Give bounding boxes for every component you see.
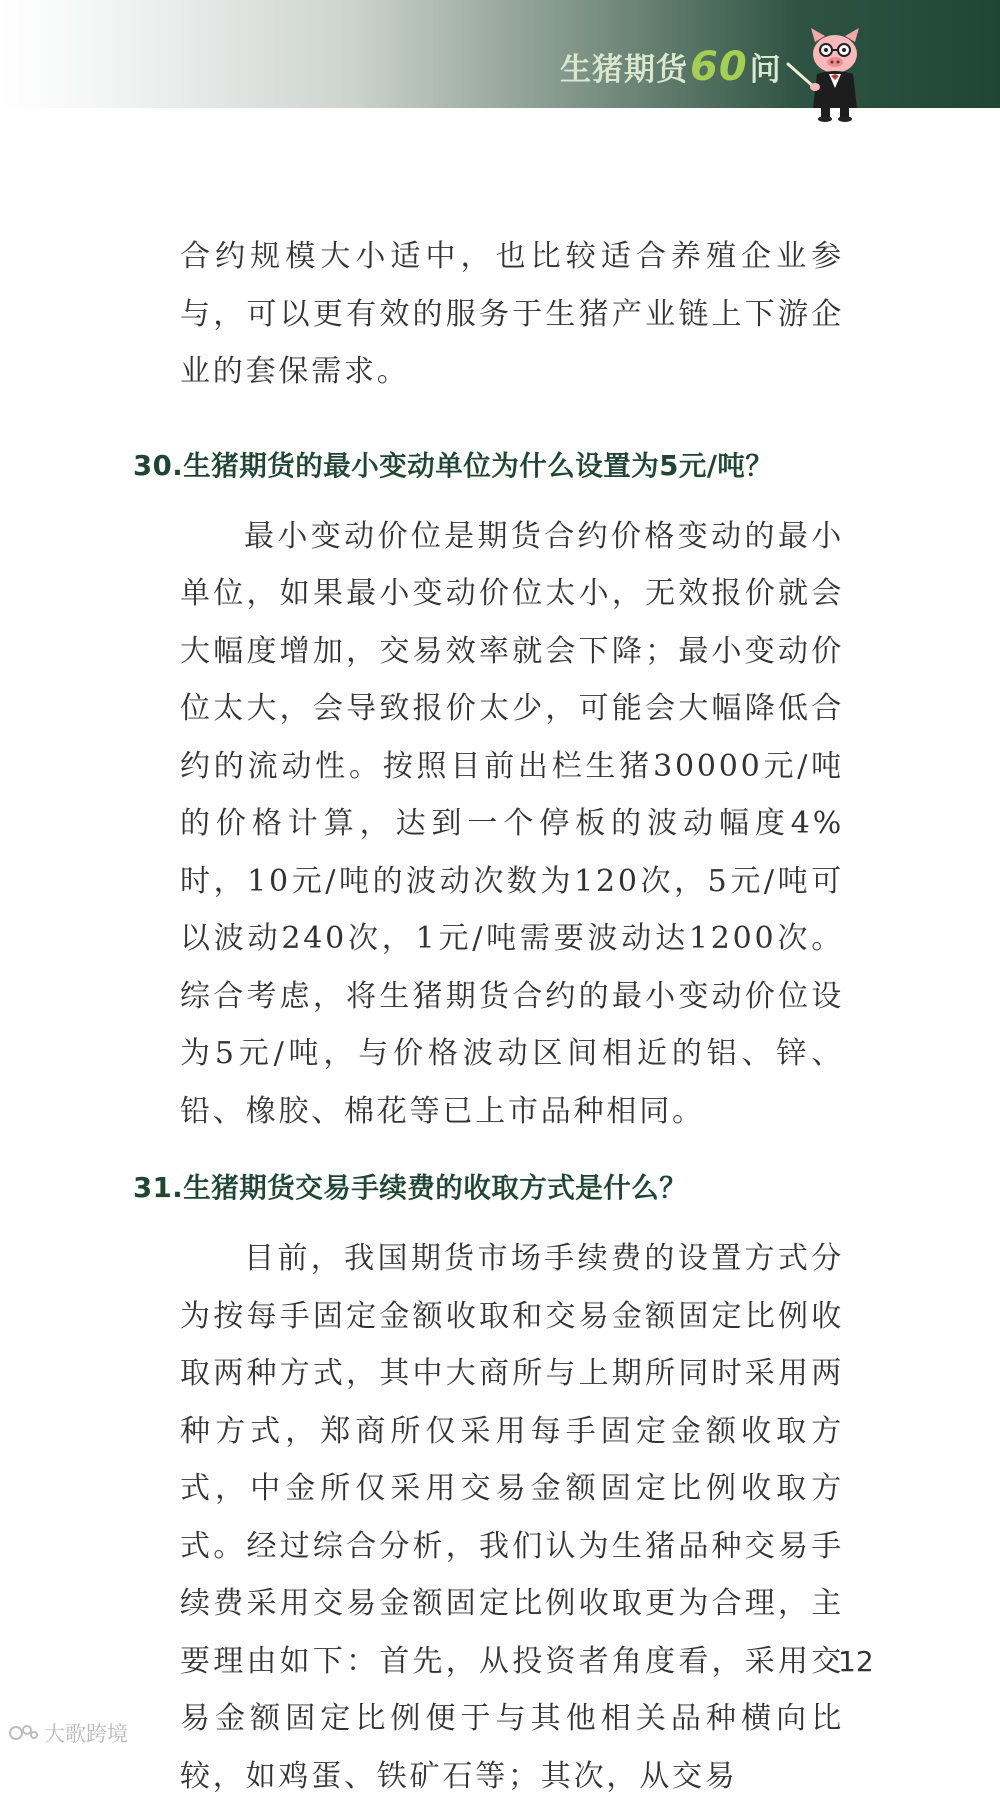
section-30-body: 最小变动价位是期货合约价格变动的最小单位，如果最小变动价位太小，无效报价就会大幅度增加，交易效率就会下降；最小变动价位太大，会导致报价太少，可能会大幅降低合约的流动性。按照目前出栏生猪30000元/吨的价格计算，达到一个停板的波动幅度4%时，10元/吨的波动次数为120次，5元/吨可以波动240次，1元/吨需要波动达1200次。综合考虑，将生猪期货合约的最小变动价位设为5元/吨，与价格波动区间相近的铝、锌、铅、橡胶、棉花等已上市品种相同。 bbox=[180, 518, 844, 1129]
intro-paragraph: 合约规模大小适中，也比较适合养殖企业参与，可以更有效的服务于生猪产业链上下游企业的套保需求。 bbox=[180, 239, 844, 389]
book-title-number: 60 bbox=[690, 44, 748, 90]
header-banner bbox=[0, 0, 1000, 108]
section-31-body: 目前，我国期货市场手续费的设置方式分为按每手固定金额收取和交易金额固定比例收取两种方式，其中大商所与上期所同时采用两种方式，郑商所仅采用每手固定金额收取方式，中金所仅采用交易金额固定比例收取方式。经过综合分析，我们认为生猪品种交易手续费采用交易金额固定比例收取更为合理，主要理由如下：首先，从投资者角度看，采用交易金额固定比例便于与其他相关品种横向比较，如鸡蛋、铁矿石等；其次，从交易 bbox=[180, 1241, 844, 1794]
book-title-suffix: 问 bbox=[749, 52, 782, 88]
watermark-text: 大歌跨境 bbox=[44, 1722, 128, 1746]
section-31-heading: 31.生猪期货交易手续费的收取方式是什么？ bbox=[133, 1172, 688, 1204]
page-content bbox=[133, 228, 844, 1805]
book-title bbox=[560, 42, 782, 92]
watermark-logo-icon bbox=[8, 1723, 38, 1743]
section-30-heading: 30.生猪期货的最小变动单位为什么设置为5元/吨？ bbox=[133, 449, 774, 482]
pig-mascot-icon bbox=[785, 22, 885, 122]
watermark bbox=[8, 1718, 128, 1748]
book-title-prefix: 生猪期货 bbox=[560, 52, 688, 88]
page-number: 12 bbox=[838, 1645, 874, 1678]
